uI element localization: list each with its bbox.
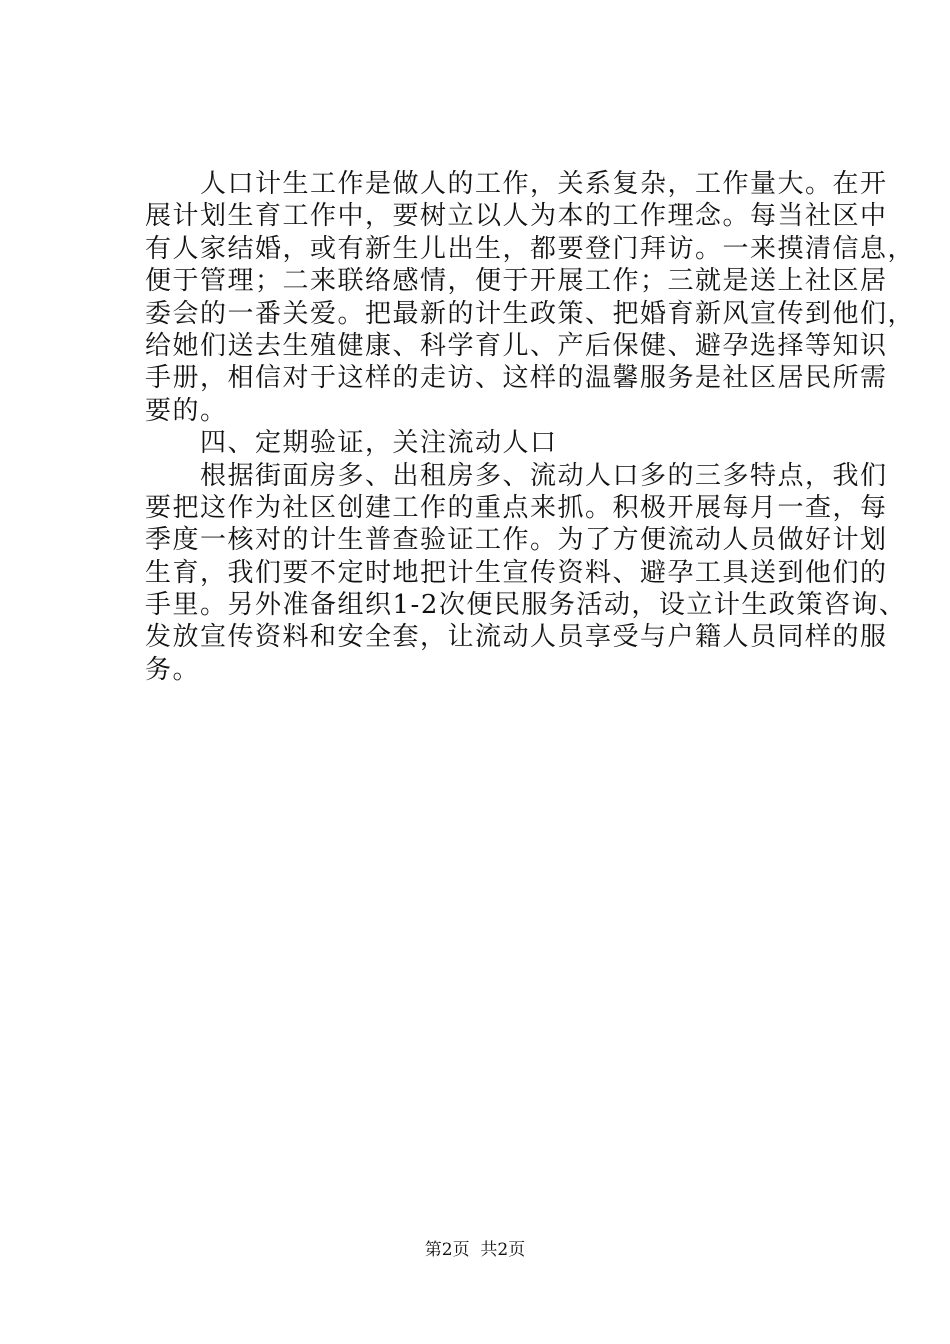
text-line: 手里。另外准备组织1-2次便民服务活动，设立计生政策咨询、 [145,590,907,621]
body-text [145,168,916,686]
text-line: 委会的一番关爱。把最新的计生政策、把婚育新风宣传到他们， [145,298,916,329]
page-number: 第2页 共2页 [424,1240,526,1260]
text-line: 给她们送去生殖健康、科学育儿、产后保健、避孕选择等知识 [145,330,888,361]
text-line: 便于管理；二来联络感情，便于开展工作；三就是送上社区居 [145,266,888,297]
section-heading: 四、定期验证，关注流动人口 [145,428,558,459]
text-line: 生育，我们要不定时地把计生宣传资料、避孕工具送到他们的 [145,557,888,588]
text-line: 要的。 [145,395,228,426]
text-line: 人口计生工作是做人的工作，关系复杂，工作量大。在开 [145,169,888,199]
text-line: 手册，相信对于这样的走访、这样的温馨服务是社区居民所需 [145,363,888,394]
page-footer [0,1238,950,1262]
text-line: 展计划生育工作中，要树立以人为本的工作理念。每当社区中 [145,201,888,232]
text-line: 要把这作为社区创建工作的重点来抓。积极开展每月一查，每 [145,492,888,523]
text-line: 根据街面房多、出租房多、流动人口多的三多特点，我们 [145,460,888,491]
text-line: 发放宣传资料和安全套，让流动人员享受与户籍人员同样的服 [145,622,888,653]
text-line: 务。 [145,654,201,685]
text-line: 有人家结婚，或有新生儿出生，都要登门拜访。一来摸清信息， [145,233,916,264]
text-line: 季度一核对的计生普查验证工作。为了方便流动人员做好计划 [145,525,888,556]
